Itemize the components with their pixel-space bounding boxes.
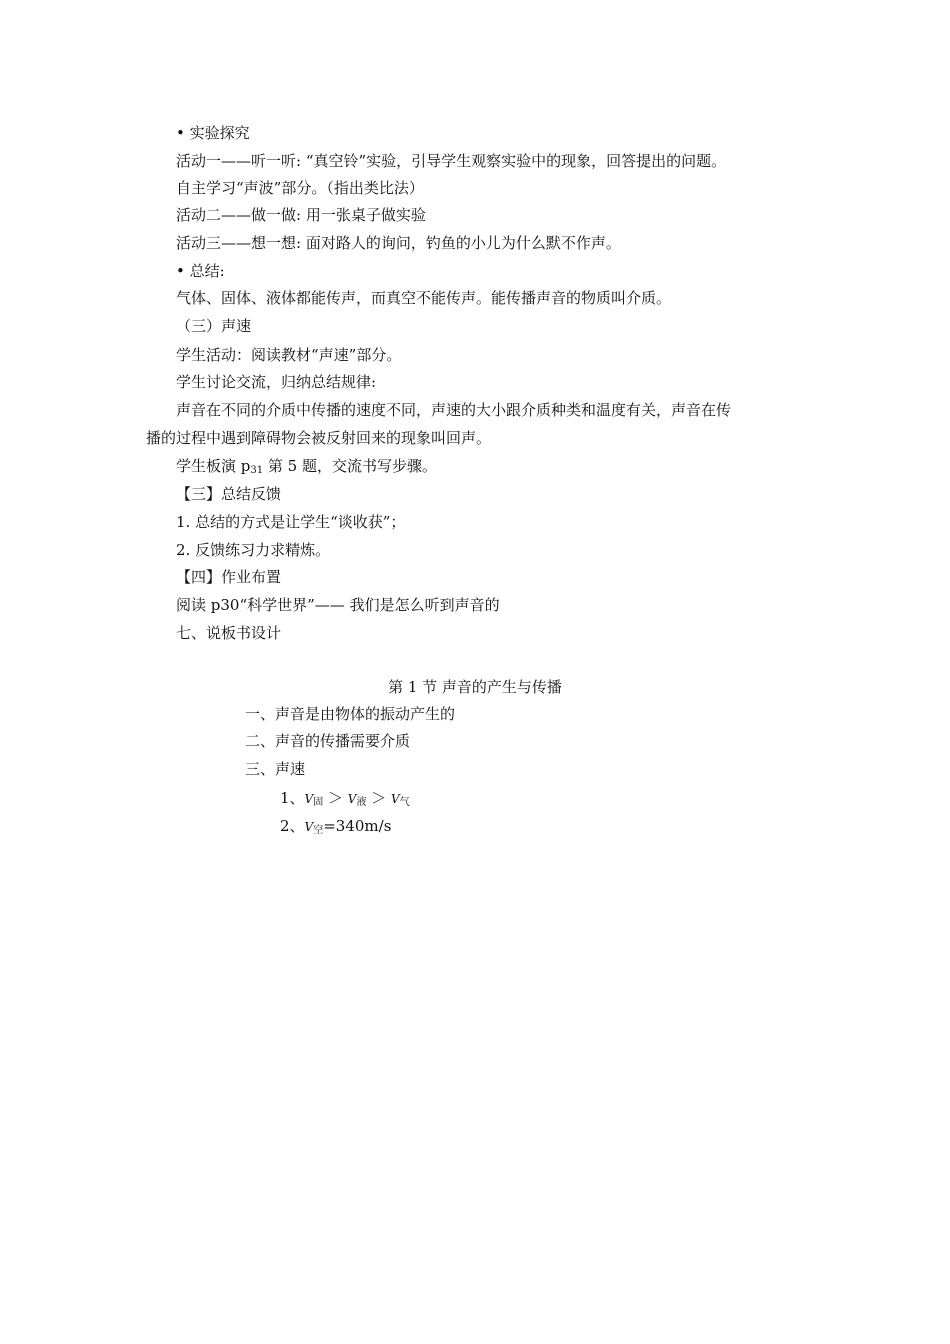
board-exercise-line [176,456,437,481]
subscript-gas: 气 [399,797,410,808]
discussion-line: 学生讨论交流，归纳总结规律: [176,373,377,391]
homework-line: 阅读 p30“科学世界”—— 我们是怎么听到声音的 [176,596,500,614]
summary-text: 气体、固体、液体都能传声，而真空不能传声。能传播声音的物质叫介质。 [176,289,672,307]
feedback-item-2: 2. 反馈练习力求精炼。 [176,541,331,559]
student-activity-line: 学生活动：阅读教材“声速”部分。 [176,346,402,364]
v-symbol: V [304,820,314,834]
activity-three-line: 活动三——想一想: 面对路人的询问，钓鱼的小儿为什么默不作声。 [176,234,621,252]
board-item-2: 二、声音的传播需要介质 [245,732,411,750]
bullet-summary: • 总结: [176,262,225,280]
heading-feedback: 【三】总结反馈 [176,485,282,503]
activity-one-line: 活动一——听一听: “真空铃”实验，引导学生观察实验中的现象，回答提出的问题。 [176,152,727,170]
board-design-heading: 七、说板书设计 [176,624,282,642]
v-symbol: V [304,792,314,806]
section-sound-speed: （三）声速 [176,317,252,335]
formula-1-number: 1、 [280,789,305,807]
board-exercise-pre: 学生板演 p [176,457,251,475]
bullet-experiment: • 实验探究 [176,124,250,142]
subscript-solid: 固 [313,797,324,808]
board-item-1: 一、声音是由物体的振动产生的 [245,705,456,723]
greater-than: ＞ [323,789,348,807]
formula-air-speed [280,816,391,841]
page-subscript: 31 [250,465,264,476]
paragraph-line-2: 播的过程中遇到障碍物会被反射回来的现象叫回声。 [146,429,492,447]
v-symbol: V [347,792,357,806]
activity-two-line: 活动二——做一做: 用一张桌子做实验 [176,206,426,224]
heading-homework: 【四】作业布置 [176,568,282,586]
v-symbol: V [390,792,400,806]
board-item-3: 三、声速 [245,760,306,778]
paragraph-line-1: 声音在不同的介质中传播的速度不同，声速的大小跟介质种类和温度有关，声音在传 [176,401,732,419]
air-speed-value: =340m/s [323,817,392,835]
subscript-air: 空 [313,825,324,836]
board-title: 第 1 节 声音的产生与传播 [388,678,562,696]
greater-than: ＞ [366,789,391,807]
formula-2-number: 2、 [280,817,305,835]
board-exercise-post: 第 5 题，交流书写步骤。 [263,457,437,475]
feedback-item-1: 1. 总结的方式是让学生“谈收获”； [176,513,406,531]
subscript-liquid: 液 [356,797,367,808]
formula-speed-order [280,788,410,813]
self-study-line: 自主学习“声波”部分。（指出类比法） [176,179,424,197]
